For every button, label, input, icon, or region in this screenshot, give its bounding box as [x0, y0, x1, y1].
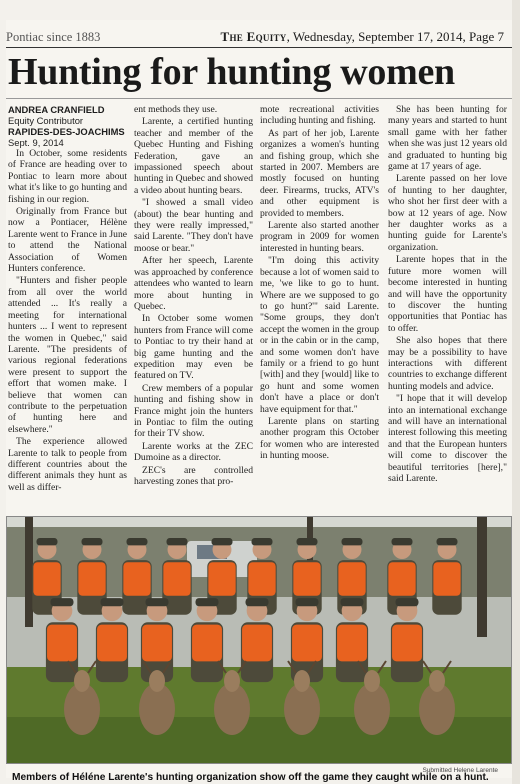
- paragraph: She has been hunting for many years and started to hunt small game with her father when she was just 12 years old and graduated to hunting big game at 17 years of age.: [388, 104, 507, 173]
- article-column-1: [8, 104, 127, 510]
- headline: Hunting for hunting women: [8, 51, 455, 93]
- photo-caption: Members of Héléne Larente's hunting organization show off the game they caught while on a hunt.: [12, 772, 489, 783]
- photo-credit: Submitted Helene Larente: [422, 767, 498, 774]
- masthead: [6, 26, 512, 48]
- byline-location: RAPIDES-DES-JOACHIMS: [8, 126, 125, 137]
- paragraph: "I showed a small video (about) the bear hunting and they were really impressed," said Larente. "They don't have moose or bear.": [134, 197, 253, 254]
- photo-illustration: [7, 517, 512, 764]
- paragraph: She also hopes that there may be a possibility to have interactions with different countries to exchange different hunting models and advice.: [388, 335, 507, 392]
- article-body: [6, 104, 512, 510]
- newspaper-page: [6, 20, 512, 783]
- article-column-4: [388, 104, 507, 510]
- paragraph: Larente plans on starting another program this October for women who are interested in hunting moose.: [260, 415, 379, 462]
- paragraph: Originally from France but now a Pontiacer, Hélène Larente went to France in June to attend the National Association of Women Hunters conference.: [8, 206, 127, 275]
- masthead-left: Pontiac since 1883: [6, 30, 101, 44]
- byline: [8, 104, 127, 148]
- paragraph: Crew members of a popular hunting and fishing show in France might join the hunters in Pontiac to film the outing for their TV show.: [134, 382, 253, 440]
- paper-name: The Equity: [220, 29, 287, 44]
- paragraph: "Hunters and fisher people from all over the world attended ... It's really a meeting for international hunters ... I went to represent the women in Quebec," said Larente. "The presidents of various regional federations were present to support the effort that women make. I believe that women can contribute to the perpetuation of hunting here and elsewhere.": [8, 275, 127, 435]
- byline-role: Equity Contributor: [8, 115, 84, 126]
- article-column-2: [134, 104, 253, 510]
- headline-rule: [6, 98, 512, 99]
- byline-date: Sept. 9, 2014: [8, 137, 64, 148]
- paragraph: Larente also started another program in 2009 for women interested in hunting bears.: [260, 220, 379, 254]
- byline-author: ANDREA CRANFIELD: [8, 104, 105, 115]
- paragraph: In October some women hunters from France will come to Pontiac to try their hand at big game hunting and the expedition may even be featured on TV.: [134, 313, 253, 382]
- paragraph: Larente, a certified hunting teacher and member of the Quebec Hunting and Fishing Federation, gave an impassioned speech about hunting in Quebec and showed a video about hunting bears.: [134, 116, 253, 196]
- paragraph: ZEC's are controlled harvesting zones that pro-: [134, 464, 253, 487]
- paragraph: ent methods they use.: [134, 104, 218, 115]
- masthead-date: , Wednesday, September 17, 2014, Page 7: [286, 29, 504, 44]
- paragraph: mote recreational activities including hunting and fishing.: [260, 104, 379, 127]
- paragraph: The experience allowed Larente to talk to people from different countries about the different animals they hunt as well as differ-: [8, 436, 127, 493]
- paragraph: As part of her job, Larente organizes a women's hunting and fishing group, which she started in 2007. Members are mostly focused on hunting deer. Firearms, trucks, ATV's and other equipment is provided to members.: [260, 127, 379, 219]
- article-column-3: [260, 104, 379, 510]
- paragraph: Larente works at the ZEC Dumoine as a director.: [134, 440, 253, 464]
- group-photo: [6, 516, 512, 764]
- paragraph: "I hope that it will develop into an international exchange and will have an international interest following this meeting and that the European hunters will come to discover the beautiful territories [here]," said Larente.: [388, 393, 507, 484]
- paragraph: After her speech, Larente was approached by conference attendees who wanted to learn more about hunting in Quebec.: [134, 255, 253, 312]
- page-edge: [512, 0, 520, 784]
- paragraph: In October, some residents of France are heading over to Pontiac to learn more about what it's like to go hunting and fishing in our region.: [8, 148, 127, 205]
- paragraph: Larente hopes that in the future more women will become interested in hunting and will have the opportunity to discover the hunting opportunities that Pontiac has to offer.: [388, 254, 507, 334]
- paragraph: "I'm doing this activity because a lot of women said to me, 'we like to go to hunt. Where are we supposed to go to go hunt?'" said Larente. "Some groups, they don't accept the women in the group or in the cabin or in the camp, and some women don't have family or a friend to go hunt [with] and they [would] like to go hunt and some women don't have a place or don't have equipment for that.": [260, 255, 379, 415]
- masthead-right: [221, 28, 505, 46]
- paragraph: Larente passed on her love of hunting to her daughter, who shot her first deer with a bow at 12 years of age. Now her daughter works as a hunting guide for Larente's organization.: [388, 173, 507, 253]
